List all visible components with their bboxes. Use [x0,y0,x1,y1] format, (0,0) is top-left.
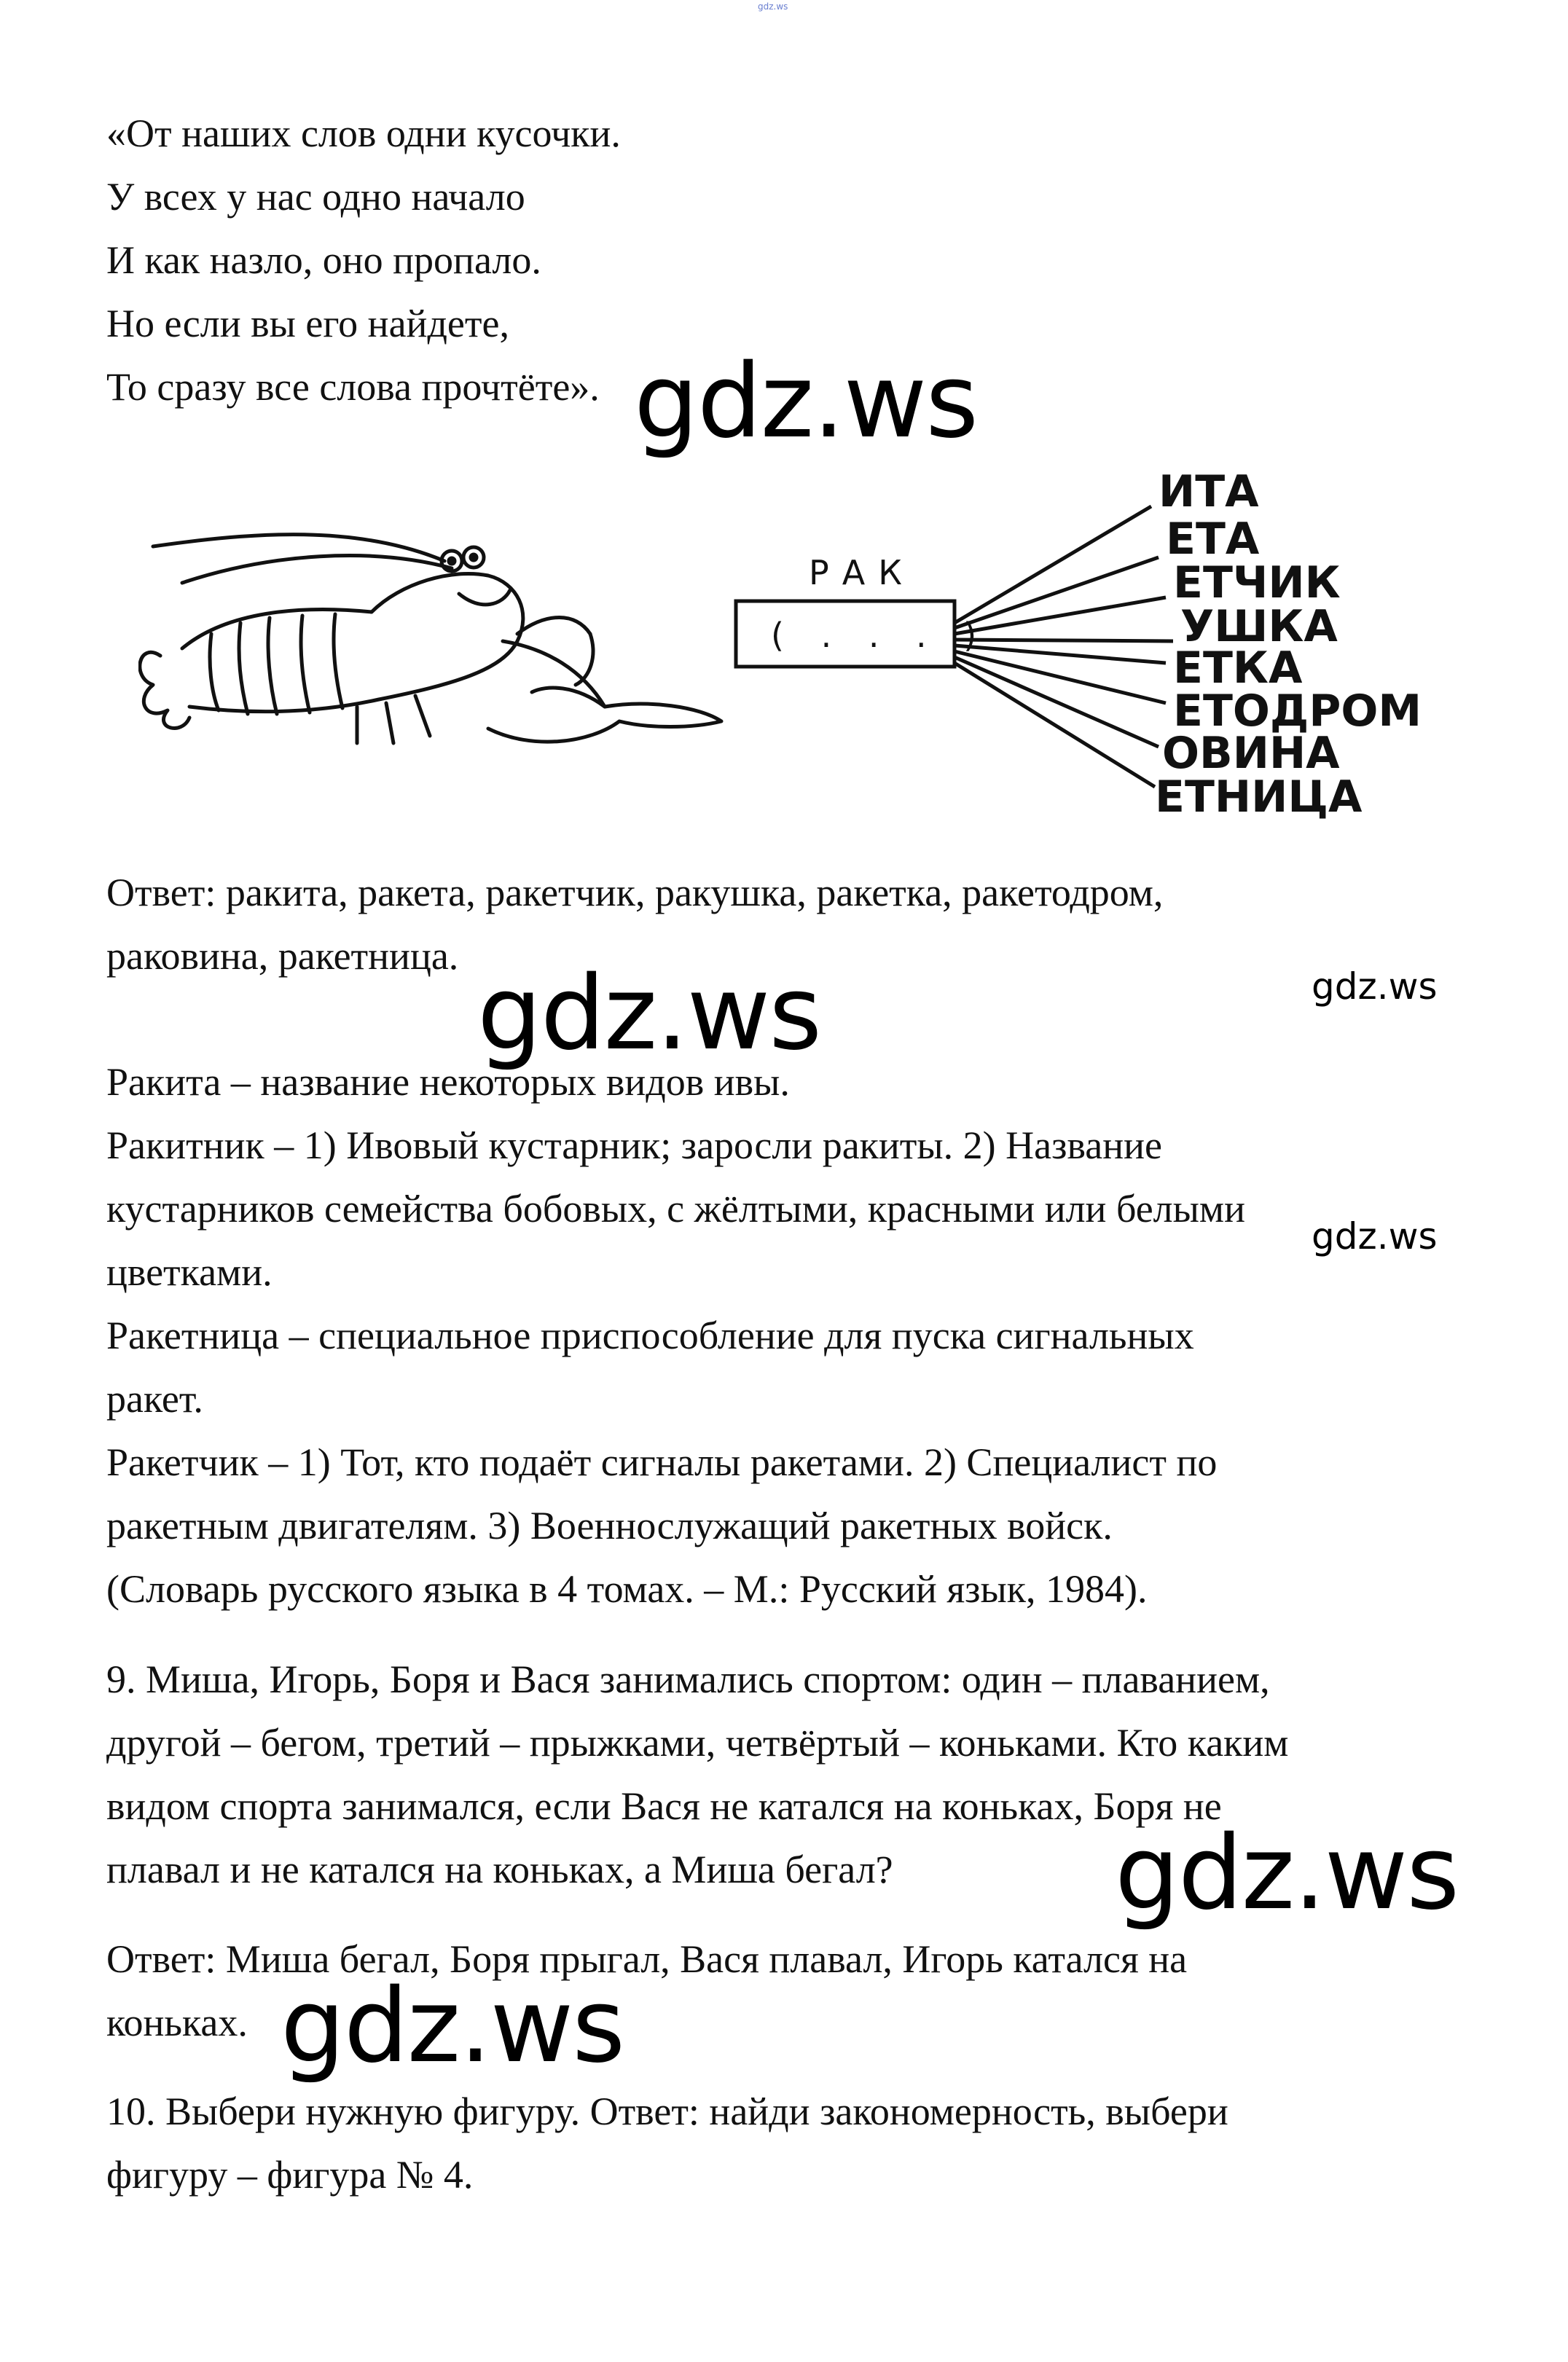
definitions [106,1051,1462,1621]
word-ending: УШКА [1180,601,1338,652]
answer-line: коньках. [106,2001,248,2044]
definition-line: Ракетница – специальное приспособление для пуска сигнальных [106,1314,1194,1357]
word-ending: ЕТА [1166,514,1260,565]
crayfish-drawing [140,535,721,743]
task-line: фигуру – фигура № 4. [106,2153,474,2197]
definition-line: ракет. [106,1377,203,1421]
poem-line: То сразу все слова прочтёте». [106,365,600,409]
definition-line: Ракита – название некоторых видов ивы. [106,1060,790,1104]
definition-line: (Словарь русского языка в 4 томах. – М.: Русский язык, 1984). [106,1567,1148,1611]
word-ending: ЕТЧИК [1173,557,1341,608]
word-ending: ИТА [1159,466,1259,517]
definition-line: Ракитник – 1) Ивовый кустарник; заросли ракиты. 2) Название [106,1123,1162,1167]
box-title: РАК [809,553,915,592]
watermark: gdz.ws [634,342,978,461]
watermark: gdz.ws [1115,1814,1459,1933]
task-10 [106,2080,1462,2207]
connector-lines [954,506,1173,787]
word-ending: ЕТКА [1173,643,1303,694]
crayfish-word-figure [138,466,1465,831]
watermark: gdz.ws [1312,1215,1438,1257]
box-content: ( . . . ) [771,616,990,655]
task-line: 9. Миша, Игорь, Боря и Вася занимались спортом: один – плаванием, [106,1657,1270,1701]
poem-line: «От наших слов одни кусочки. [106,111,621,155]
answer-line: Ответ: Миша бегал, Боря прыгал, Вася плавал, Игорь катался на [106,1937,1188,1981]
definition-line: Ракетчик – 1) Тот, кто подаёт сигналы ракетами. 2) Специалист по [106,1440,1218,1484]
watermark: gdz.ws [1312,965,1438,1008]
task-line: плавал и не катался на коньках, а Миша бегал? [106,1848,893,1891]
answer-line: раковина, ракетница. [106,934,459,978]
watermark: gdz.ws [281,1967,624,2086]
task-line: 10. Выбери нужную фигуру. Ответ: найди закономерность, выбери [106,2090,1228,2133]
word-ending: ОВИНА [1162,728,1340,779]
definition-line: ракетным двигателям. 3) Военнослужащий ракетных войск. [106,1504,1113,1547]
poem-line: У всех у нас одно начало [106,175,525,219]
word-ending: ЕТОДРОМ [1173,686,1422,737]
header-mark: gdz.ws [758,1,788,12]
definition-line: кустарников семейства бобовых, с жёлтыми, красными или белыми [106,1187,1245,1231]
definition-line: цветками. [106,1250,273,1294]
poem-line: Но если вы его найдете, [106,302,509,345]
answer-line: Ответ: ракита, ракета, ракетчик, ракушка, ракетка, ракетодром, [106,871,1164,914]
word-ending: ЕТНИЦА [1155,772,1363,823]
task-line: видом спорта занимался, если Вася не катался на коньках, Боря не [106,1784,1222,1828]
poem-line: И как назло, оно пропало. [106,238,541,282]
task-line: другой – бегом, третий – прыжками, четвёртый – коньками. Кто каким [106,1721,1289,1765]
watermark: gdz.ws [477,954,821,1073]
